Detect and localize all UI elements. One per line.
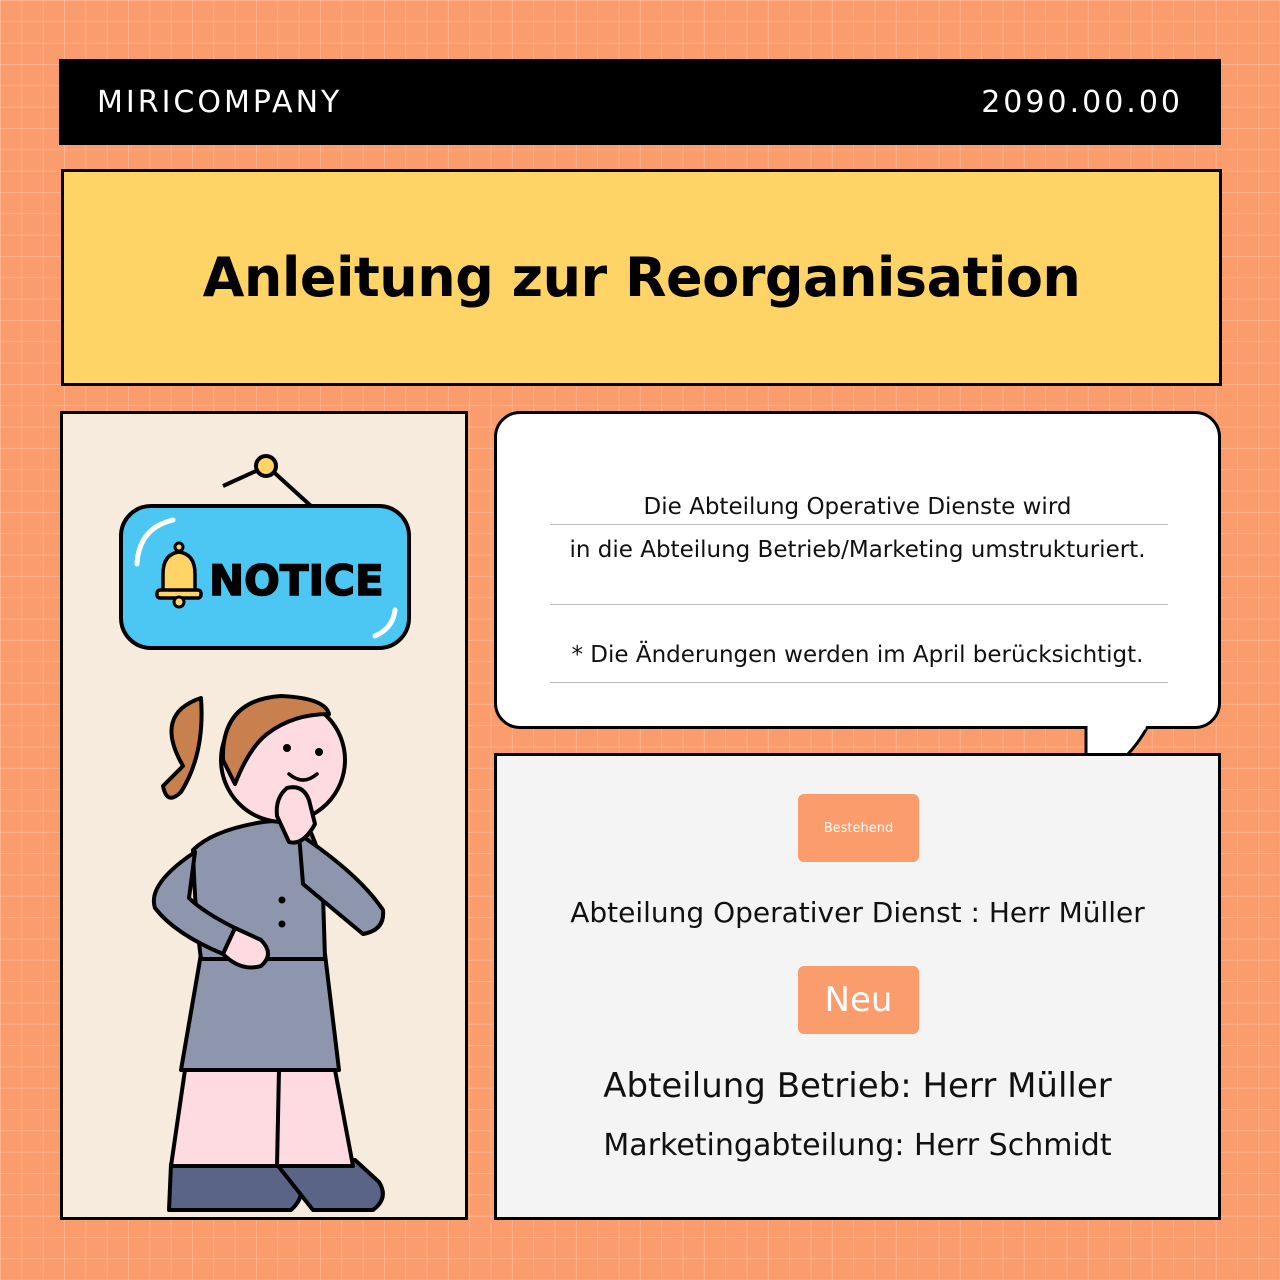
- header-date: 2090.00.00: [981, 84, 1183, 120]
- new-tag: Neu: [798, 966, 919, 1034]
- existing-tag: Bestehend: [798, 794, 919, 862]
- title-banner: [61, 169, 1222, 386]
- bubble-divider-2: [550, 604, 1168, 605]
- brand-name: MIRICOMPANY: [97, 84, 343, 120]
- notice-label: NOTICE: [209, 556, 384, 605]
- illustration-panel: [60, 411, 468, 1220]
- header-bar: [59, 59, 1221, 145]
- bubble-divider-3: [550, 682, 1168, 683]
- bubble-note: * Die Änderungen werden im April berücksichtigt.: [571, 642, 1144, 668]
- new-department-line-1: Abteilung Betrieb: Herr Müller: [603, 1066, 1112, 1106]
- speech-bubble: [494, 411, 1221, 729]
- notice-sign: [121, 456, 409, 648]
- bubble-divider-1: [550, 524, 1168, 525]
- notice-woman-illustration: [63, 414, 465, 1217]
- reorganization-info-panel: [494, 753, 1221, 1220]
- woman-figure: [154, 696, 383, 1210]
- page-title: Anleitung zur Reorganisation: [202, 246, 1081, 309]
- existing-department: Abteilung Operativer Dienst : Herr Müller: [570, 896, 1145, 929]
- bubble-line-2: in die Abteilung Betrieb/Marketing umstrukturiert.: [569, 537, 1146, 563]
- new-department-line-2: Marketingabteilung: Herr Schmidt: [603, 1128, 1112, 1163]
- bubble-line-1: Die Abteilung Operative Dienste wird: [643, 494, 1072, 520]
